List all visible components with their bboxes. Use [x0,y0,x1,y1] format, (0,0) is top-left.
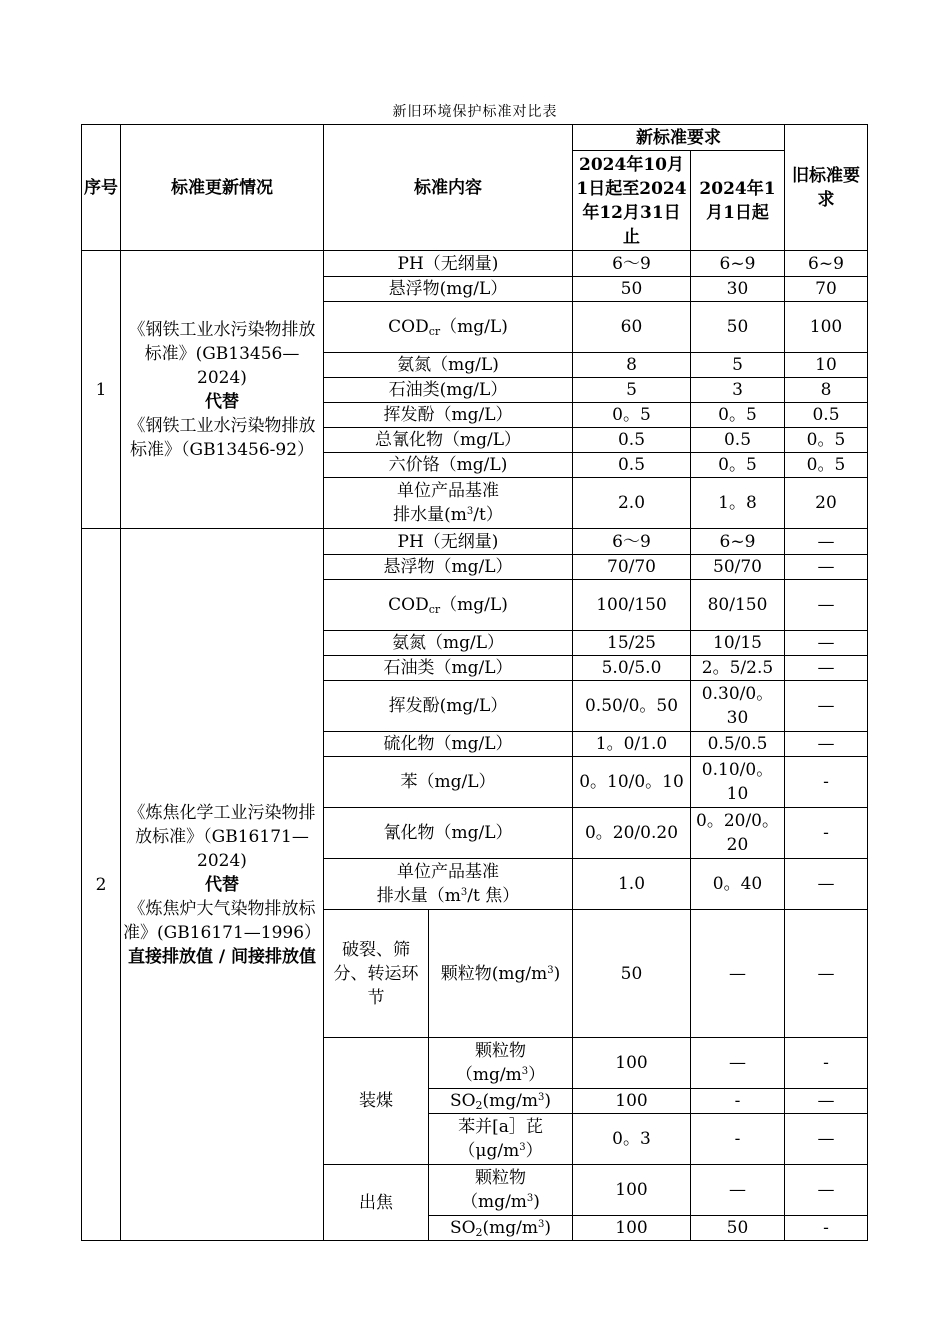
value-period-2: — [691,1165,785,1216]
value-old: — [785,859,868,910]
value-period-1: 0.5 [573,453,691,478]
table-caption: 新旧环境保护标准对比表 [392,104,558,120]
value-old: 100 [785,302,868,353]
value-period-1: 0.5 [573,428,691,453]
header-seq: 序号 [82,125,121,251]
value-period-1: 50 [573,910,691,1038]
value-old: - [785,757,868,808]
header-period-2: 2024年1月1日起 [691,151,785,251]
item-cell: 石油类(mg/L） [324,378,573,403]
value-period-2: 50/70 [691,555,785,580]
value-period-2: 0.30/0。30 [691,681,785,732]
value-period-2: 50 [691,1216,785,1241]
value-old: - [785,808,868,859]
value-period-1: 50 [573,277,691,302]
value-period-2: 0。40 [691,859,785,910]
value-period-1: 100 [573,1165,691,1216]
value-old: — [785,910,868,1038]
value-old: 6~9 [785,251,868,277]
value-old: 20 [785,478,868,529]
value-period-1: 0。20/0.20 [573,808,691,859]
value-period-1: 100 [573,1089,691,1114]
value-period-2: 30 [691,277,785,302]
item-cell: 挥发酚（mg/L） [324,403,573,428]
value-old: — [785,555,868,580]
value-period-1: 6～9 [573,251,691,277]
item-cell: 六价铬（mg/L) [324,453,573,478]
group-label-coke-pushing: 出焦 [324,1165,429,1241]
item-cell: 单位产品基准 排水量$(m^3/t)$ [324,478,573,529]
value-period-1: 1.0 [573,859,691,910]
standard-update-cell: 《钢铁工业水污染物排放标准》(GB13456—2024) 代替 《钢铁工业水污染物排放标准》（GB13456-92） [121,251,324,529]
value-period-1: 0。5 [573,403,691,428]
header-content: 标准内容 [324,125,573,251]
value-old: 8 [785,378,868,403]
item-cell: $COD_{cr}(mg/L)$ [324,302,573,353]
value-old: — [785,656,868,681]
value-old: - [785,1216,868,1241]
value-period-1: 15/25 [573,631,691,656]
value-period-2: 6~9 [691,529,785,555]
value-period-1: 70/70 [573,555,691,580]
value-old: - [785,1038,868,1089]
value-period-1: 100/150 [573,580,691,631]
value-old: 0.5 [785,403,868,428]
item-cell: 石油类（mg/L） [324,656,573,681]
value-period-1: 0.50/0。50 [573,681,691,732]
value-old: — [785,1089,868,1114]
value-period-2: 0。20/0。20 [691,808,785,859]
standards-comparison-table [81,124,868,1241]
item-cell: 单位产品基准 排水量（$m^3/t$ 焦） [324,859,573,910]
seq-cell: 1 [82,251,121,529]
value-old: — [785,681,868,732]
value-old: — [785,1114,868,1165]
value-period-2: 0。5 [691,403,785,428]
header-new-requirement: 新标准要求 [573,125,785,151]
item-cell: $SO_2(mg/m^3)$ [429,1089,573,1114]
value-period-2: 50 [691,302,785,353]
item-cell: 悬浮物（mg/L） [324,555,573,580]
value-period-2: 0.5/0.5 [691,732,785,757]
item-cell: 挥发酚(mg/L） [324,681,573,732]
value-period-1: 6～9 [573,529,691,555]
value-period-2: 10/15 [691,631,785,656]
value-period-2: 0.10/0。10 [691,757,785,808]
value-old: — [785,529,868,555]
value-old: — [785,1165,868,1216]
group-label-crushing: 破裂、筛分、转运环节 [324,910,429,1038]
value-period-2: - [691,1114,785,1165]
value-old: 10 [785,353,868,378]
value-period-1: 0。3 [573,1114,691,1165]
header-old-requirement: 旧标准要求 [785,125,868,251]
table-row [82,251,868,277]
value-period-1: 5 [573,378,691,403]
item-cell: $SO_2(mg/m^3)$ [429,1216,573,1241]
item-cell: 颗粒物 $(mg/m^3)$ [429,1165,573,1216]
value-period-2: 1。8 [691,478,785,529]
item-cell: 总氰化物（mg/L） [324,428,573,453]
header-period-1: 2024年10月1日起至2024年12月31日止 [573,151,691,251]
value-period-2: 0.5 [691,428,785,453]
value-period-1: 100 [573,1038,691,1089]
item-cell: 硫化物（mg/L） [324,732,573,757]
value-period-2: 3 [691,378,785,403]
item-cell: 苯并[a］芘 $(\mu g/m^3)$ [429,1114,573,1165]
item-cell: 氰化物（mg/L） [324,808,573,859]
value-period-1: 1。0/1.0 [573,732,691,757]
item-cell: 苯（mg/L） [324,757,573,808]
seq-cell: 2 [82,529,121,1241]
item-cell: $COD_{cr}(mg/L)$ [324,580,573,631]
value-old: 70 [785,277,868,302]
value-period-2: 80/150 [691,580,785,631]
table-row [82,529,868,555]
item-cell: PH（无纲量) [324,529,573,555]
value-old: 0。5 [785,453,868,478]
value-period-2: - [691,1089,785,1114]
group-label-coal-charging: 装煤 [324,1038,429,1165]
value-period-1: 100 [573,1216,691,1241]
standard-update-cell: 《炼焦化学工业污染物排放标准》（GB16171—2024) 代替 《炼焦炉大气染物排放标准》(GB16171—1996） 直接排放值 / 间接排放值 [121,529,324,1241]
value-period-1: 8 [573,353,691,378]
value-period-2: 6~9 [691,251,785,277]
value-period-2: 0。5 [691,453,785,478]
item-cell: PH（无纲量) [324,251,573,277]
item-cell: 颗粒物$(mg/m^3)$ [429,910,573,1038]
value-old: — [785,580,868,631]
value-old: — [785,631,868,656]
item-cell: 氨氮（mg/L） [324,631,573,656]
item-cell: 悬浮物(mg/L） [324,277,573,302]
value-period-1: 2.0 [573,478,691,529]
value-period-1: 60 [573,302,691,353]
item-cell: 颗粒物 $(mg/m^3)$ [429,1038,573,1089]
value-old: 0。5 [785,428,868,453]
value-old: — [785,732,868,757]
header-update: 标准更新情况 [121,125,324,251]
value-period-2: 2。5/2.5 [691,656,785,681]
value-period-2: 5 [691,353,785,378]
value-period-1: 0。10/0。10 [573,757,691,808]
value-period-2: — [691,910,785,1038]
item-cell: 氨氮（mg/L) [324,353,573,378]
value-period-2: — [691,1038,785,1089]
value-period-1: 5.0/5.0 [573,656,691,681]
